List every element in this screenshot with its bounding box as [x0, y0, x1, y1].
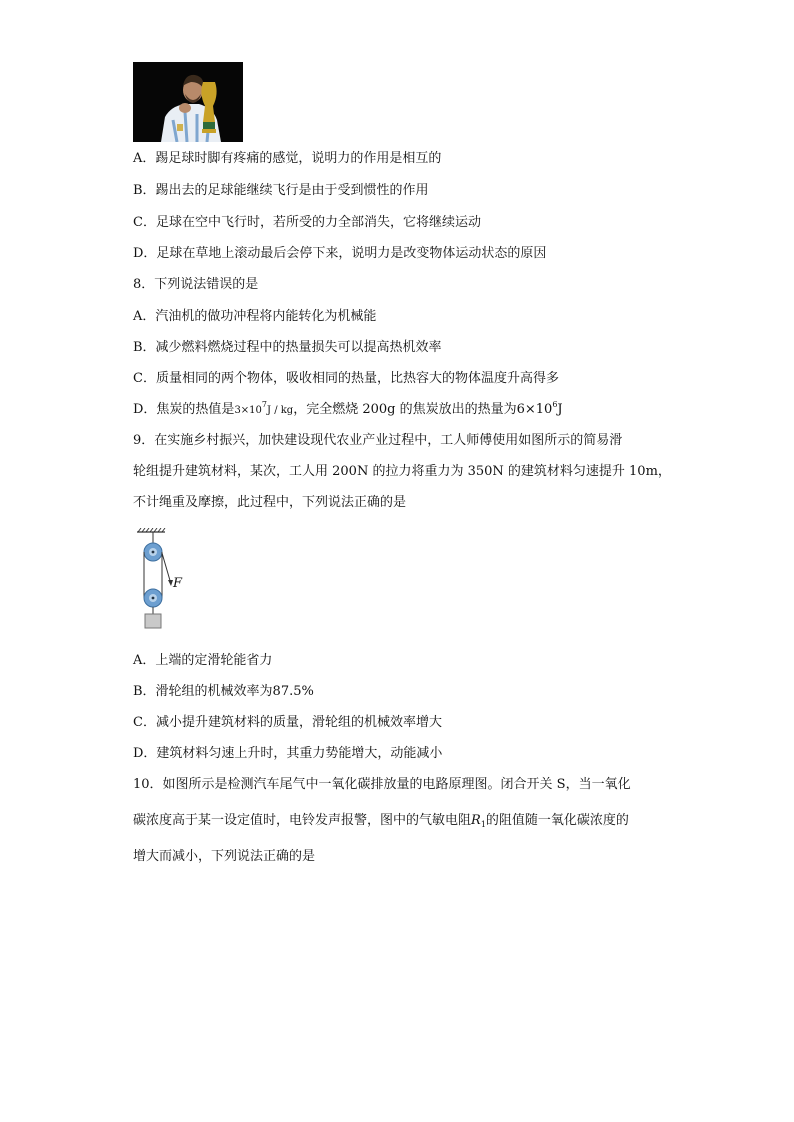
q10-stem-line-2-post: 的阻值随一氧化碳浓度的: [485, 813, 629, 828]
q7-option-d: D．足球在草地上滚动最后会停下来，说明力是改变物体运动状态的原因: [133, 246, 547, 261]
q10-stem-line-2-pre: 碳浓度高于某一设定值时，电铃发声报警，图中的气敏电阻: [133, 813, 472, 828]
q9-stem-line-1: 9．在实施乡村振兴，加快建设现代农业产业过程中，工人师傅使用如图所示的简易滑: [133, 433, 623, 448]
q9-option-b: B．滑轮组的机械效率为87.5%: [133, 684, 314, 699]
q8-option-b: B．减少燃料燃烧过程中的热量损失可以提高热机效率: [133, 340, 442, 355]
q8-option-a: A．汽油机的做功冲程将内能转化为机械能: [133, 309, 377, 324]
q10-stem-line-2: [133, 812, 629, 830]
q9-stem-line-2: 轮组提升建筑材料，某次，工人用 200N 的拉力将重力为 350N 的建筑材料匀速提升 10m，: [133, 464, 671, 479]
r1-subscript: 1: [480, 820, 486, 829]
heat-value-base: 3×10: [234, 405, 262, 416]
q8-option-c: C．质量相同的两个物体，吸收相同的热量，比热容大的物体温度升高得多: [133, 371, 559, 386]
heat-value-exp: 7: [261, 400, 267, 409]
soccer-player-trophy-photo: [133, 62, 243, 142]
q9-option-c: C．减小提升建筑材料的质量，滑轮组的机械效率增大: [133, 715, 442, 730]
q8-option-d-mid: ，完全燃烧 200g 的焦炭放出的热量为: [293, 402, 517, 417]
pulley-system-diagram: [133, 528, 193, 636]
r1-symbol: R: [471, 813, 481, 828]
heat-quantity-base: 6×10: [516, 402, 553, 417]
heat-quantity-unit: J: [557, 402, 563, 417]
q9-option-a: A．上端的定滑轮能省力: [133, 653, 273, 668]
heat-value-unit: J / kg: [267, 405, 294, 416]
q8-option-d: [133, 401, 563, 420]
q10-stem-line-3: 增大而减小，下列说法正确的是: [133, 849, 316, 864]
q8-stem: 8．下列说法错误的是: [133, 277, 259, 292]
q9-option-d: D．建筑材料匀速上升时，其重力势能增大，动能减小: [133, 746, 443, 761]
q8-option-d-pre: D．焦炭的热值是: [133, 402, 235, 417]
q7-option-b: B．踢出去的足球能继续飞行是由于受到惯性的作用: [133, 183, 429, 198]
q7-option-a: A．踢足球时脚有疼痛的感觉，说明力的作用是相互的: [133, 151, 442, 166]
q7-option-c: C．足球在空中飞行时，若所受的力全部消失，它将继续运动: [133, 215, 481, 230]
force-label-f: F: [173, 576, 183, 591]
heat-quantity-exp: 6: [552, 400, 558, 409]
q9-stem-line-3: 不计绳重及摩擦，此过程中，下列说法正确的是: [133, 495, 407, 510]
q10-stem-line-1: 10．如图所示是检测汽车尾气中一氧化碳排放量的电路原理图。闭合开关 S，当一氧化: [133, 777, 631, 792]
